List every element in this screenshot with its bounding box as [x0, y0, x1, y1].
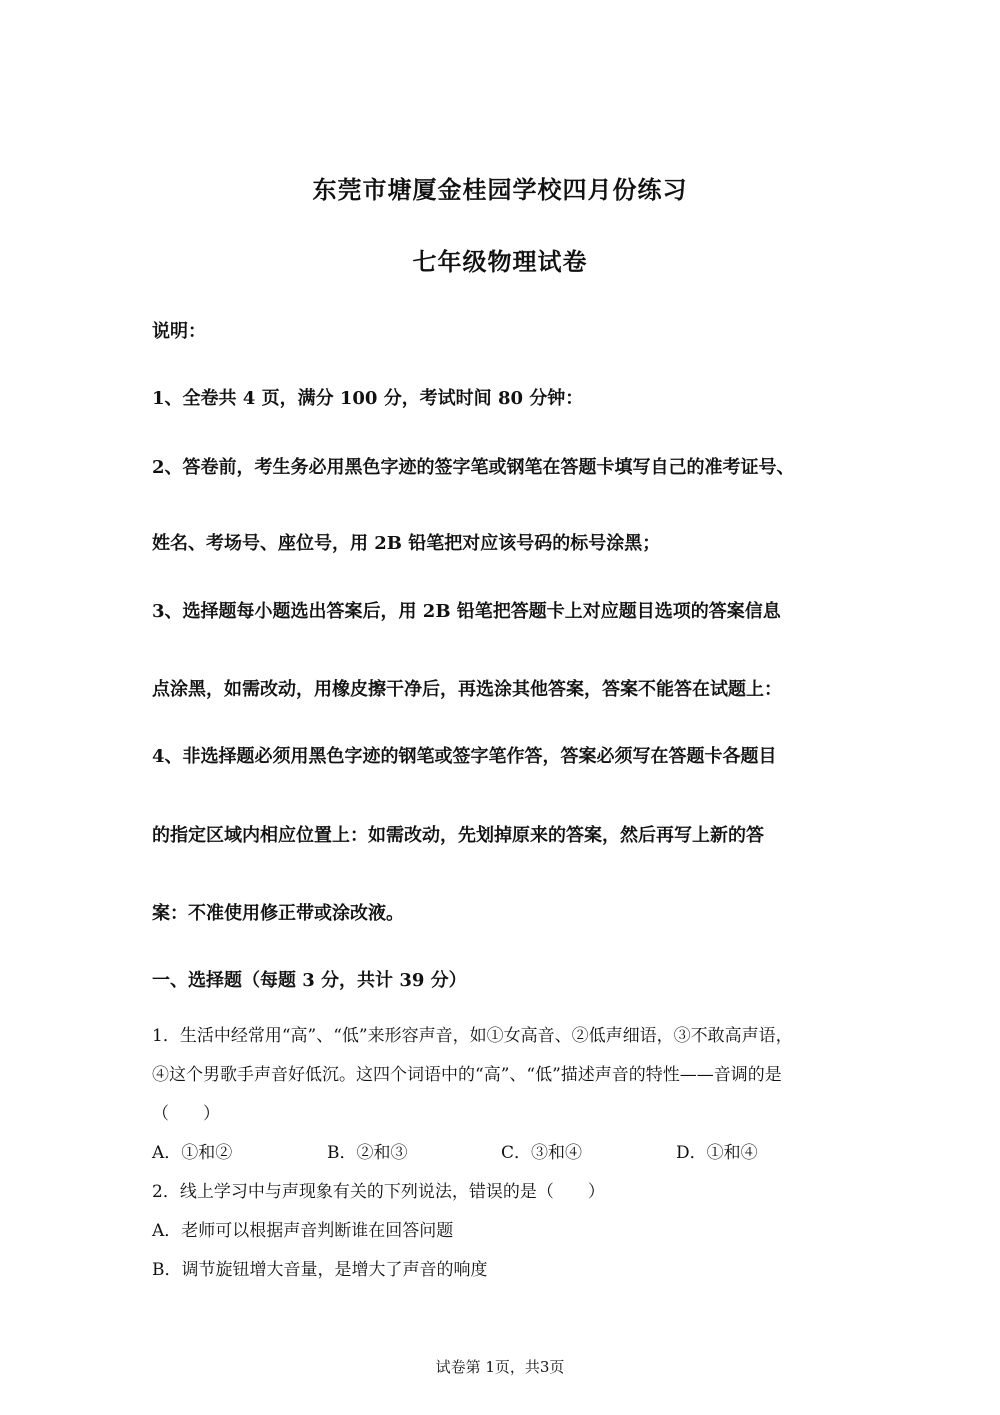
instructions-heading: 说明： [152, 321, 206, 342]
instruction-line: 1、全卷共 4 页，满分 100 分，考试时间 80 分钟： [152, 388, 584, 409]
instruction-line: 姓名、考场号、座位号，用 2B 铅笔把对应该号码的标号涂黑； [152, 533, 661, 554]
instruction-line: 点涂黑，如需改动，用橡皮擦干净后，再选涂其他答案，答案不能答在试题上： [152, 679, 782, 700]
page-footer: 试卷第 1页，共3页 [435, 1358, 565, 1376]
instruction-line: 3、选择题每小题选出答案后，用 2B 铅笔把答题卡上对应题目选项的答案信息 [152, 601, 781, 622]
instruction-line: 4、非选择题必须用黑色字迹的钢笔或签字笔作答，答案必须写在答题卡各题目 [152, 746, 777, 767]
question-stem-line: 2．线上学习中与声现象有关的下列说法，错误的是（ ） [152, 1182, 605, 1202]
section-heading: 一、选择题（每题 3 分，共计 39 分） [152, 970, 467, 991]
option-b: B．调节旋钮增大音量，是增大了声音的响度 [152, 1260, 488, 1280]
option-a: A．老师可以根据声音判断谁在回答问题 [152, 1221, 454, 1241]
option-a: A．①和② [152, 1143, 233, 1163]
option-b: B．②和③ [327, 1143, 408, 1163]
question-stem-line: 1．生活中经常用“高”、“低”来形容声音，如①女高音、②低声细语，③不敢高声语， [152, 1026, 793, 1046]
instruction-line: 2、答卷前，考生务必用黑色字迹的签字笔或钢笔在答题卡填写自己的准考证号、 [152, 457, 795, 478]
exam-subtitle: 七年级物理试卷 [412, 247, 588, 276]
answer-blank: （ ） [152, 1104, 220, 1124]
instruction-line: 案：不准使用修正带或涂改液。 [152, 903, 404, 924]
exam-title: 东莞市塘厦金桂园学校四月份练习 [312, 175, 688, 204]
option-c: C．③和④ [501, 1143, 583, 1163]
question-stem-line: ④这个男歌手声音好低沉。这四个词语中的“高”、“低”描述声音的特性——音调的是 [152, 1065, 782, 1085]
instruction-line: 的指定区域内相应位置上：如需改动，先划掉原来的答案，然后再写上新的答 [152, 825, 764, 846]
option-d: D．①和④ [676, 1143, 758, 1163]
